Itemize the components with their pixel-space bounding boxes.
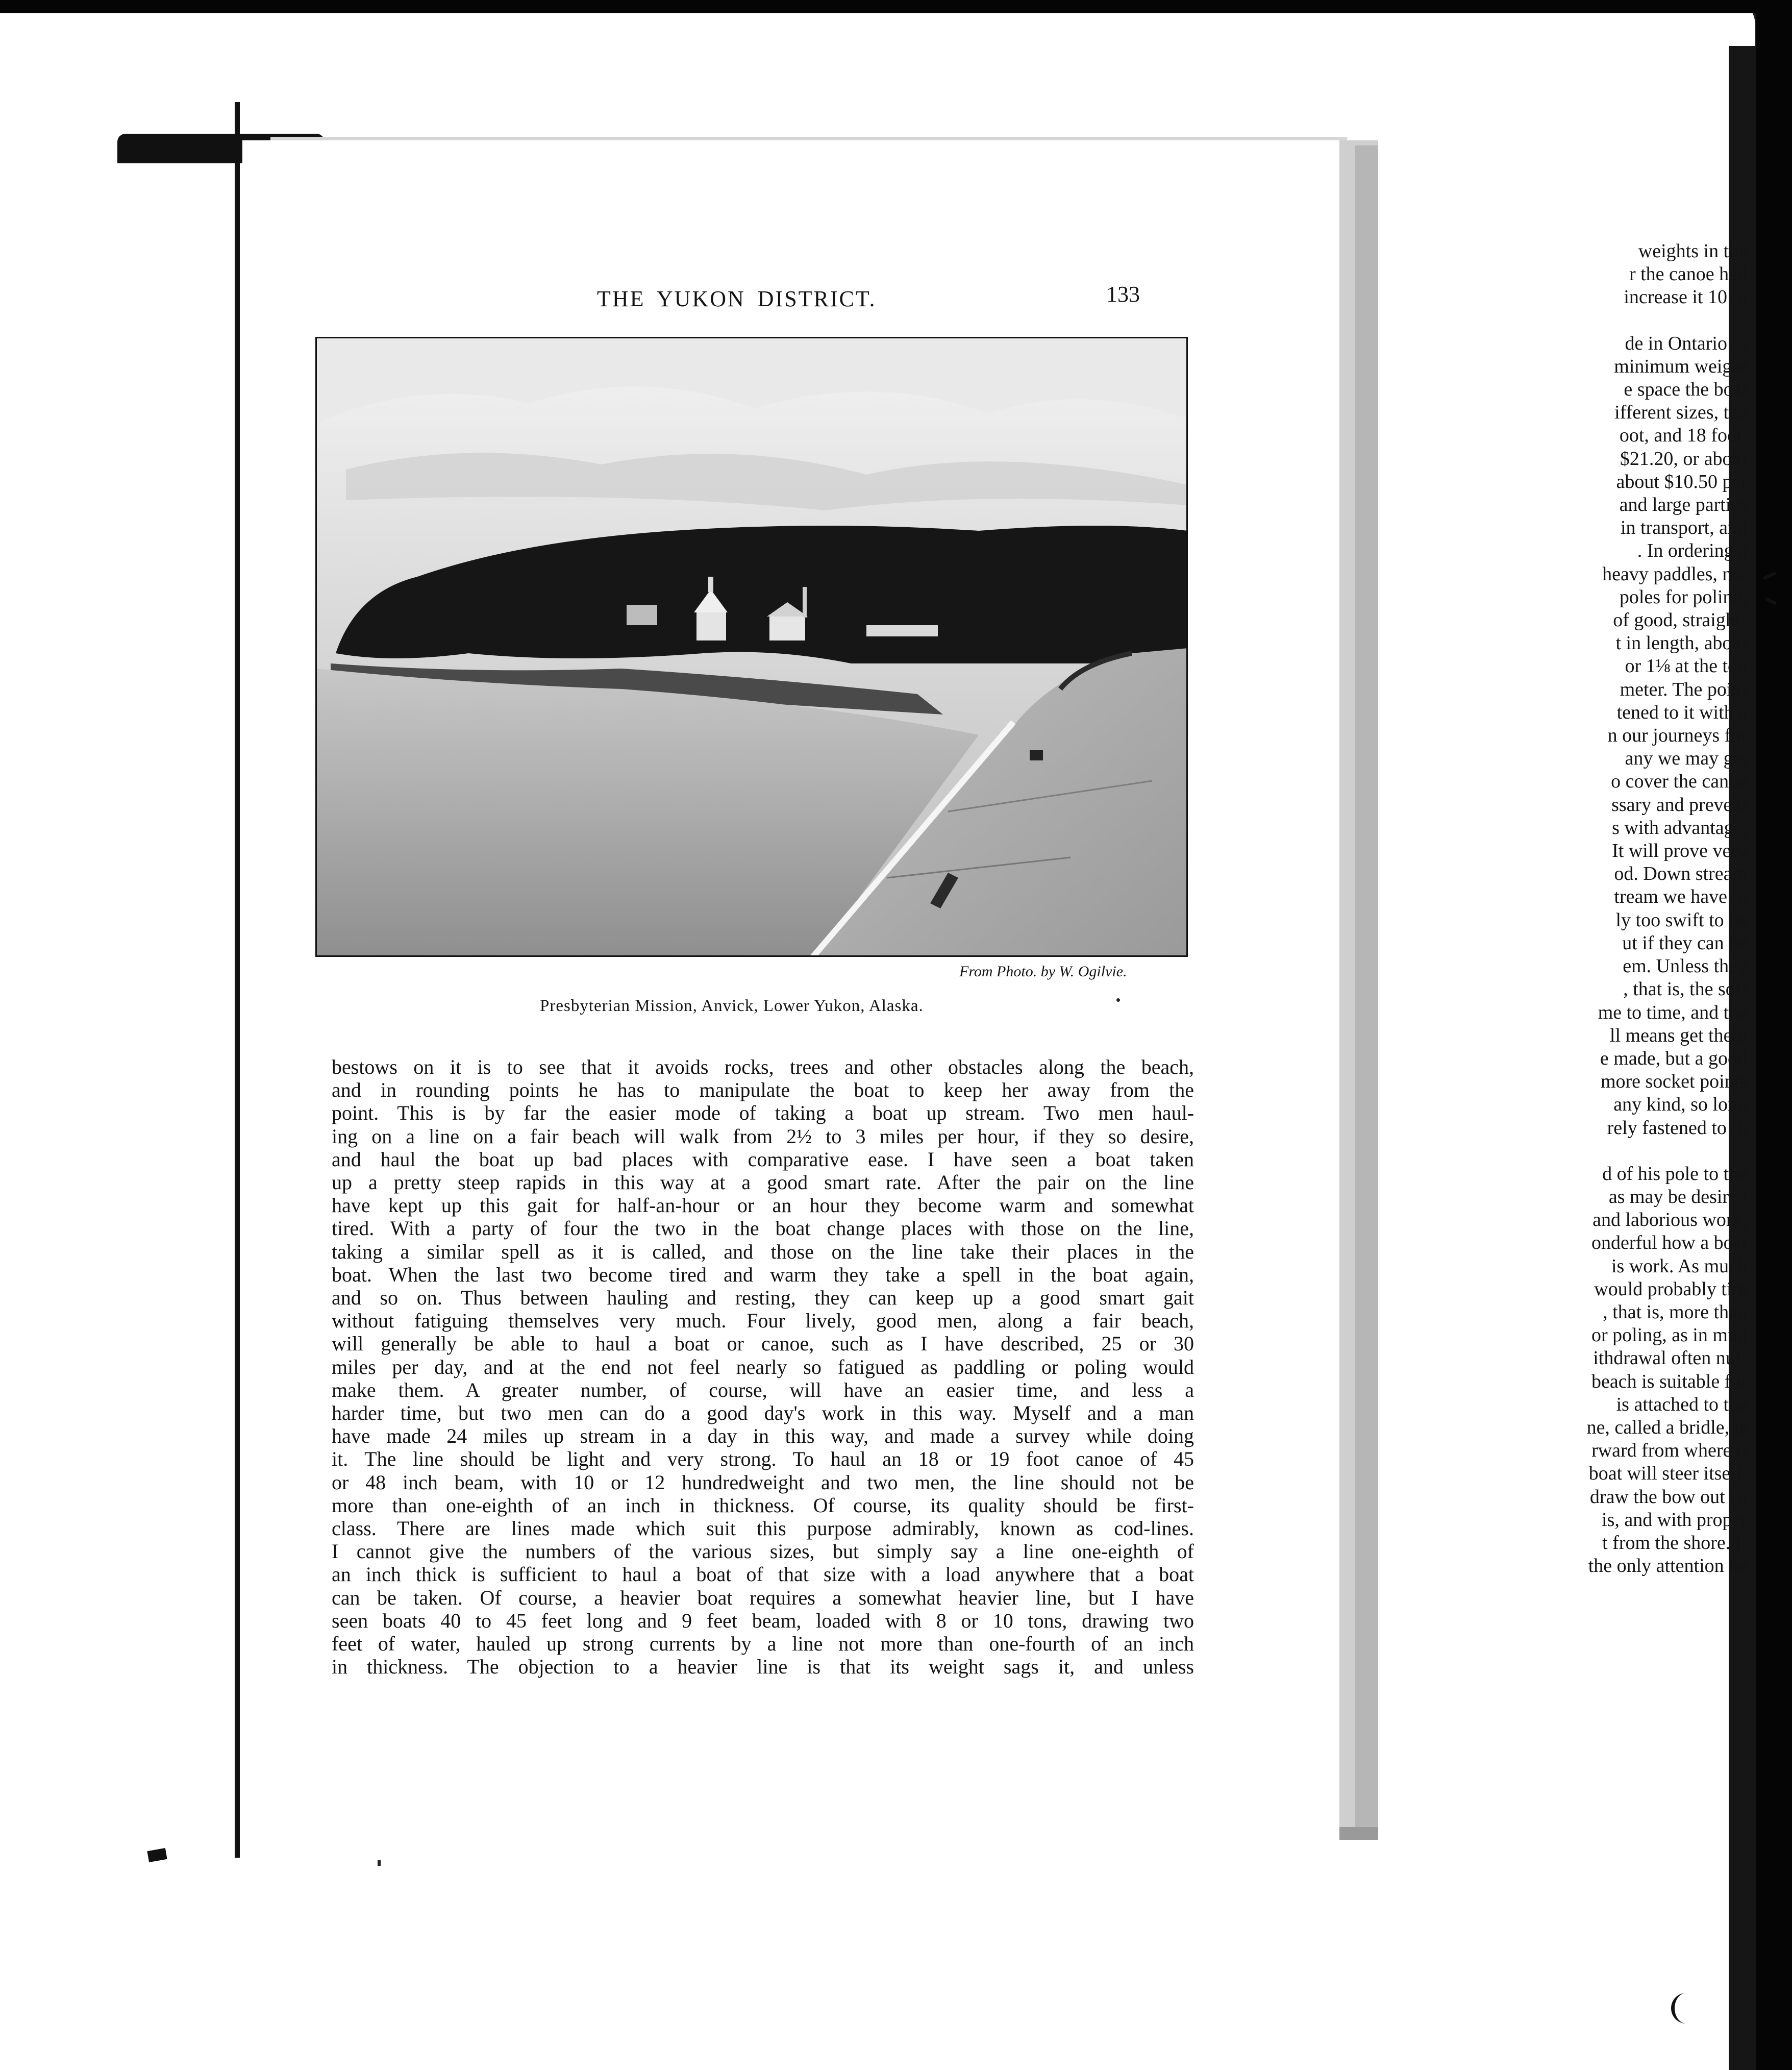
text-line: an inch thick is sufficient to haul a boat of that size with a load anywhere that a boat xyxy=(332,1563,1194,1586)
text-line: in transport, and xyxy=(1620,517,1747,539)
text-line: and haul the boat up bad places with comparative ease. I have seen a boat taken xyxy=(332,1147,1194,1171)
text-line: is attached to the xyxy=(1616,1393,1747,1415)
scan-mark xyxy=(147,1848,167,1862)
text-line: . In ordering a xyxy=(1637,540,1747,562)
text-line: o cover the canoe xyxy=(1611,771,1747,793)
text-line: point. This is by far the easier mode of taking a boat up stream. Two men haul- xyxy=(332,1101,1194,1125)
text-line: as may be desired xyxy=(1608,1186,1747,1208)
text-line: e made, but a good xyxy=(1600,1047,1747,1069)
text-line: meter. The point xyxy=(1620,678,1747,700)
page-shadow-bottom xyxy=(1339,1827,1378,1840)
text-line: have made 24 miles up stream in a day in this way, and made a survey while doing xyxy=(332,1424,1194,1448)
mission-photograph xyxy=(315,337,1188,957)
text-line: heavy paddles, not xyxy=(1602,563,1747,585)
text-line: ut if they can be xyxy=(1622,932,1747,954)
text-line: rely fastened to it, xyxy=(1607,1117,1747,1139)
text-line: any kind, so long xyxy=(1613,1094,1747,1116)
paragraph-gap xyxy=(1528,1140,1747,1163)
text-line: or poling, as in mud xyxy=(1591,1324,1747,1346)
text-line: the only attention he xyxy=(1588,1555,1747,1577)
text-line: is, and with proper xyxy=(1602,1509,1747,1531)
text-line: bestows on it is to see that it avoids rocks, trees and other obstacles along the beach, xyxy=(332,1055,1194,1078)
text-line: boat. When the last two become tired and warm they take a spell in the boat again, xyxy=(332,1263,1194,1286)
text-line: increase it 10 to xyxy=(1624,286,1747,308)
text-line: and in rounding points he has to manipulate the boat to keep her away from the xyxy=(332,1078,1194,1102)
text-line: ll means get them xyxy=(1609,1024,1747,1046)
text-line: without fatiguing themselves very much. Four lively, good men, along a fair beach, xyxy=(332,1309,1194,1333)
scan-page-edge xyxy=(0,5,1762,61)
text-line: tream we have to xyxy=(1614,886,1747,908)
text-line: poles for poling, xyxy=(1619,586,1747,608)
text-line: ne, called a bridle, is xyxy=(1586,1416,1747,1438)
scan-frame-right xyxy=(1756,0,1792,2070)
text-line: tened to it with a xyxy=(1616,701,1747,723)
text-line: em. Unless they xyxy=(1623,955,1747,977)
text-line: and so on. Thus between hauling and resting, they can keep up a good smart gait xyxy=(332,1286,1194,1310)
text-line: ly too swift to be xyxy=(1615,909,1747,931)
text-line: rward from where it xyxy=(1591,1440,1747,1462)
text-line: t from the shore. It xyxy=(1602,1532,1747,1554)
text-line: or 48 inch beam, with 10 or 12 hundredweight and two men, the line should not be xyxy=(332,1470,1194,1494)
text-line: more than one-eighth of an inch in thickness. Of course, its quality should be first- xyxy=(332,1493,1194,1517)
text-line: s with advantage, xyxy=(1612,817,1747,839)
text-line: od. Down stream xyxy=(1614,863,1747,885)
text-line: n our journeys for xyxy=(1607,725,1747,747)
scan-frame-top xyxy=(0,0,1792,13)
page-number: 133 xyxy=(1106,282,1140,307)
text-line: can be taken. Of course, a heavier boat requires a somewhat heavier line, but I have xyxy=(332,1586,1194,1609)
text-line: ithdrawal often nul- xyxy=(1593,1347,1747,1369)
scan-mark xyxy=(1671,1993,1690,2024)
paragraph-gap xyxy=(1528,309,1747,332)
text-line: beach is suitable for xyxy=(1591,1370,1747,1392)
text-line: have kept up this gait for half-an-hour or an hour they become warm and somewhat xyxy=(332,1194,1194,1217)
text-line: miles per day, and at the end not feel nearly so fatigued as paddling or poling would xyxy=(332,1355,1194,1378)
text-line: weights in the xyxy=(1638,240,1747,262)
text-line: ing on a line on a fair beach will walk from 2½ to 3 miles per hour, if they so desire, xyxy=(332,1124,1194,1148)
text-line: make them. A greater number, of course, will have an easier time, and less a xyxy=(332,1378,1194,1401)
text-line: d of his pole to the xyxy=(1602,1163,1747,1185)
text-line: ssary and prevent xyxy=(1611,794,1747,816)
text-line: de in Ontario to xyxy=(1625,332,1747,354)
photo-credit: From Photo. by W. Ogilvie. xyxy=(959,963,1127,980)
text-line: seen boats 40 to 45 feet long and 9 feet beam, loaded with 8 or 10 tons, drawing two xyxy=(332,1609,1194,1632)
text-line: it. The line should be light and very strong. To haul an 18 or 19 foot canoe of 45 xyxy=(332,1447,1194,1471)
page-shadow-right-inner xyxy=(1355,145,1378,1830)
text-line: tired. With a party of four the two in the boat change places with those on the line, xyxy=(332,1217,1194,1240)
text-line: I cannot give the numbers of the various sizes, but simply say a line one-eighth of xyxy=(332,1540,1194,1563)
text-line: e space the boat xyxy=(1624,379,1747,401)
left-page xyxy=(0,102,240,1858)
text-line: onderful how a boat xyxy=(1591,1232,1747,1254)
text-line: any we may get xyxy=(1625,748,1747,770)
text-line: will generally be able to haul a boat or canoe, such as I have described, 25 or 30 xyxy=(332,1332,1194,1356)
text-line: , that is, more than xyxy=(1603,1301,1747,1323)
text-line: and large parties xyxy=(1619,494,1747,516)
text-line: It will prove very xyxy=(1612,840,1747,862)
text-line: , that is, the soft xyxy=(1623,978,1747,1000)
text-line: up a pretty steep rapids in this way at a good smart rate. After the pair on the line xyxy=(332,1171,1194,1194)
text-line: t in length, about xyxy=(1615,632,1747,654)
text-line: me to time, and the xyxy=(1598,1001,1747,1023)
text-line: feet of water, hauled up strong currents by a line not more than one-fourth of an inch xyxy=(332,1632,1194,1656)
text-line: ifferent sizes, the xyxy=(1614,402,1747,424)
photo-caption: Presbyterian Mission, Anvick, Lower Yukon, Alaska. xyxy=(540,997,924,1015)
text-line: taking a similar spell as it is called, and those on the line take their places in the xyxy=(332,1240,1194,1263)
text-line: minimum weight xyxy=(1614,355,1747,377)
text-line: $21.20, or about xyxy=(1620,448,1747,470)
text-line: and laborious work, xyxy=(1592,1209,1747,1231)
left-page-text xyxy=(1528,240,1747,1578)
body-text xyxy=(332,1055,1194,1678)
text-line: boat will steer itself. xyxy=(1588,1463,1747,1485)
text-line: about $10.50 per xyxy=(1616,471,1747,492)
scan-speck xyxy=(1116,998,1120,1002)
text-line: harder time, but two men can do a good day's work in this way. Myself and a man xyxy=(332,1401,1194,1425)
running-head: THE YUKON DISTRICT. xyxy=(597,286,877,311)
text-line: would probably tire xyxy=(1594,1278,1747,1300)
text-line: is work. As much xyxy=(1611,1255,1747,1277)
text-line: draw the bow out so xyxy=(1589,1486,1747,1508)
text-line: of good, straight- xyxy=(1613,609,1747,631)
text-line: oot, and 18 foot, xyxy=(1619,425,1747,447)
text-line: in thickness. The objection to a heavier line is that its weight sags it, and unless xyxy=(332,1655,1194,1679)
text-line: class. There are lines made which suit this purpose admirably, known as cod-lines. xyxy=(332,1517,1194,1540)
text-line: more socket points xyxy=(1600,1071,1747,1093)
text-line: or 1⅛ at the top xyxy=(1625,655,1747,677)
text-line: r the canoe had xyxy=(1629,263,1747,285)
